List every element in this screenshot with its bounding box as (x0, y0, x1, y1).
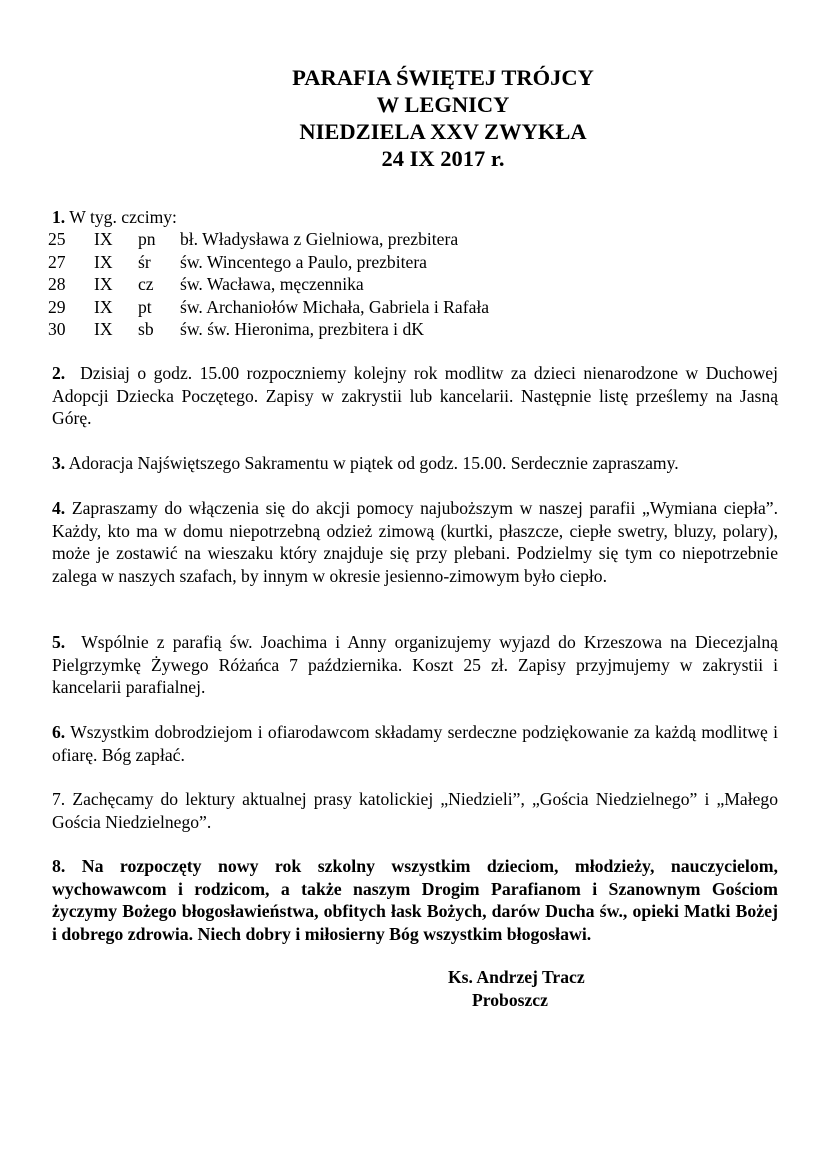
feast-day-month: IX (94, 319, 113, 339)
announcement-4-number: 4. (52, 498, 66, 518)
announcement-2 (52, 362, 778, 430)
feast-day-number: 27 (48, 251, 66, 272)
announcement-7 (52, 788, 778, 833)
announcement-7-number: 7. (52, 789, 66, 809)
header-sunday: NIEDZIELA XXV ZWYKŁA (299, 119, 587, 144)
announcement-3 (52, 452, 778, 475)
announcement-5 (52, 631, 778, 699)
feast-day-weekday: śr (138, 251, 151, 272)
document-header (0, 64, 826, 172)
section-1-intro-text: W tyg. czcimy: (69, 207, 177, 227)
section-1-intro (52, 206, 772, 229)
announcement-4 (52, 497, 778, 587)
announcement-5-number: 5. (52, 632, 66, 652)
announcement-2-number: 2. (52, 363, 66, 383)
announcement-2-text: Dzisiaj o godz. 15.00 rozpoczniemy kolejny rok modlitw za dzieci nienarodzone w Duchowej Adopcji Dziecka Poczętego. Zapisy w zakrystii lub kancelarii. Następnie listę prześlemy na Jasną Górę. (52, 363, 778, 428)
feast-day-row (48, 296, 768, 319)
feast-day-row (48, 228, 768, 251)
feast-days-list (48, 228, 768, 341)
feast-day-description: bł. Władysława z Gielniowa, prezbitera (180, 229, 459, 249)
feast-day-description: św. Wacława, męczennika (180, 274, 364, 294)
feast-day-description: św. Wincentego a Paulo, prezbitera (180, 251, 427, 272)
announcement-3-number: 3. (52, 453, 66, 473)
header-date: 24 IX 2017 r. (381, 146, 505, 171)
announcement-7-text: Zachęcamy do lektury aktualnej prasy katolickiej „Niedzieli”, „Gościa Niedzielnego” i „Małego Gościa Niedzielnego”. (52, 789, 778, 832)
announcement-8: 8. Na rozpoczęty nowy rok szkolny wszystkim dzieciom, młodzieży, nauczycielom, wychowawcom i rodzicom, a także naszym Drogim Parafianom i Szanownym Gościom życzymy Bożego błogosławieństwa, obfitych łask Bożych, darów Ducha św., opieki Matki Bożej i dobrego zdrowia. Niech dobry i miłosierny Bóg wszystkim błogosławi. (52, 856, 778, 944)
signature-name: Ks. Andrzej Tracz (448, 967, 585, 987)
feast-day-row (48, 318, 768, 341)
feast-day-month: IX (94, 274, 113, 294)
signature-role: Proboszcz (472, 989, 548, 1010)
feast-day-description: św. św. Hieronima, prezbitera i dK (180, 319, 424, 339)
header-parish-name: PARAFIA ŚWIĘTEJ TRÓJCY (292, 65, 594, 90)
announcement-3-text: Adoracja Najświętszego Sakramentu w piątek od godz. 15.00. Serdecznie zapraszamy. (68, 453, 679, 473)
section-1-number: 1. (52, 207, 66, 227)
feast-day-weekday: pn (138, 229, 156, 249)
feast-day-number: 25 (48, 229, 66, 249)
feast-day-number: 29 (48, 296, 66, 317)
feast-day-weekday: pt (138, 296, 152, 317)
feast-day-weekday: sb (138, 319, 154, 339)
feast-day-number: 30 (48, 319, 66, 339)
announcement-6 (52, 721, 778, 766)
feast-day-description: św. Archaniołów Michała, Gabriela i Rafała (180, 296, 490, 317)
signature-block (448, 966, 585, 1011)
feast-day-weekday: cz (138, 274, 154, 294)
feast-day-row (48, 251, 768, 274)
feast-day-month: IX (94, 229, 113, 249)
announcement-6-number: 6. (52, 722, 66, 742)
feast-day-month: IX (94, 296, 113, 317)
announcement-4-text: Zapraszamy do włączenia się do akcji pomocy najuboższym w naszej parafii „Wymiana ciepła”. Każdy, kto ma w domu niepotrzebną odzież zimową (kurtki, płaszcze, ciepłe swetry, bluzy, polary), może je zostawić na wieszaku który znajduje się przy plebani. Podzielmy się tym co niepotrzebnie zalega w naszych szafach, by innym w okresie jesienno-zimowym było ciepło. (52, 498, 778, 586)
feast-day-row (48, 273, 768, 296)
feast-day-number: 28 (48, 274, 66, 294)
header-city: W LEGNICY (376, 92, 510, 117)
announcement-6-text: Wszystkim dobrodziejom i ofiarodawcom składamy serdeczne podziękowanie za każdą modlitwę i ofiarę. Bóg zapłać. (52, 722, 778, 765)
announcement-5-text: Wspólnie z parafią św. Joachima i Anny organizujemy wyjazd do Krzeszowa na Diecezjalną Pielgrzymkę Żywego Różańca 7 października. Koszt 25 zł. Zapisy przyjmujemy w zakrystii i kancelarii parafialnej. (52, 632, 778, 697)
feast-day-month: IX (94, 251, 113, 272)
